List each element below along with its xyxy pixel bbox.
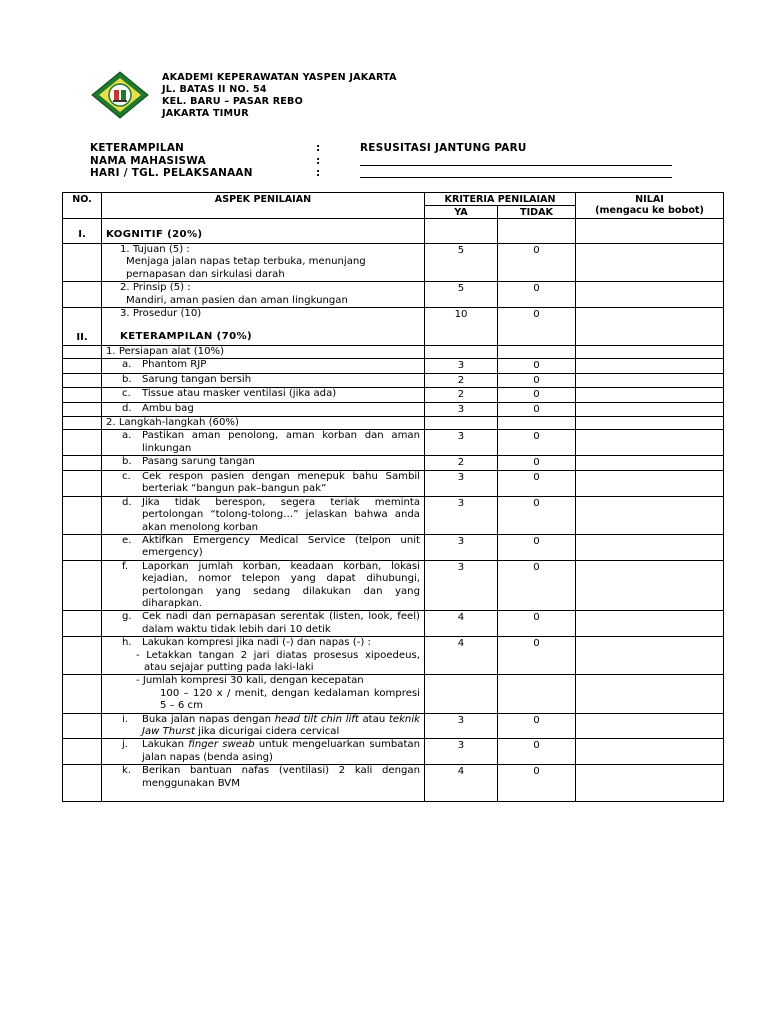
table-row: i. Buka jalan napas dengan head tilt chin lift atau teknik Jaw Thurst jika dicurigai cidera cervical 3 0 [63, 713, 724, 739]
score-cell[interactable] [576, 219, 724, 244]
assessment-table [62, 192, 724, 802]
table-row: j. Lakukan finger sweab untuk mengeluarkan sumbatan jalan napas (benda asing) 3 0 [63, 739, 724, 765]
score-cell[interactable] [576, 244, 724, 282]
date-field[interactable] [360, 177, 672, 178]
student-name-label: NAMA MAHASISWA [90, 154, 206, 167]
table-row: II. 3. Prosedur (10) KETERAMPILAN (70%) 10 0 [63, 308, 724, 346]
score-cell[interactable] [576, 496, 724, 534]
table-row: b. Sarung tangan bersih 2 0 [63, 373, 724, 387]
score-cell[interactable] [576, 430, 724, 456]
table-row: k. Berikan bantuan nafas (ventilasi) 2 kali dengan menggunakan BVM 4 0 [63, 765, 724, 802]
subsection-title: 2. Langkah-langkah (60%) [102, 417, 425, 430]
student-name-field[interactable] [360, 165, 672, 166]
table-row: c. Tissue atau masker ventilasi (jika ada) 2 0 [63, 388, 724, 402]
skill-value: RESUSITASI JANTUNG PARU [360, 142, 527, 154]
col-aspect: ASPEK PENILAIAN [102, 193, 425, 219]
col-nilai: NILAI (mengacu ke bobot) [576, 193, 724, 219]
score-cell[interactable] [576, 346, 724, 359]
section-title: KETERAMPILAN (70%) [120, 331, 253, 343]
score-cell[interactable] [576, 308, 724, 346]
table-row: d. Jika tidak berespon, segera teriak meminta pertolongan “tolong-tolong…” jelaskan bahwa anda akan menolong korban 3 0 [63, 496, 724, 534]
table-row: - Jumlah kompresi 30 kali, dengan kecepatan 100 – 120 x / menit, dengan kedalaman kompresi 5 – 6 cm [63, 675, 724, 713]
table-row: e. Aktifkan Emergency Medical Service (telpon unit emergency) 3 0 [63, 534, 724, 560]
institution-header [162, 72, 397, 120]
score-cell[interactable] [576, 282, 724, 308]
institution-name: AKADEMI KEPERAWATAN YASPEN JAKARTA [162, 72, 397, 83]
score-cell[interactable] [576, 675, 724, 713]
table-row: b. Pasang sarung tangan 2 0 [63, 456, 724, 470]
form-meta: KETERAMPILAN : RESUSITASI JANTUNG PARU NAMA MAHASISWA : HARI / TGL. PELAKSANAAN : [90, 142, 690, 180]
score-cell[interactable] [576, 765, 724, 802]
col-ya: YA [425, 206, 498, 219]
score-cell[interactable] [576, 611, 724, 637]
address-line-2: KEL. BARU – PASAR REBO [162, 96, 303, 107]
score-cell[interactable] [576, 534, 724, 560]
score-cell[interactable] [576, 637, 724, 675]
score-cell[interactable] [576, 739, 724, 765]
table-row: a. Phantom RJP 3 0 [63, 359, 724, 373]
table-row: f. Laporkan jumlah korban, keadaan korban, lokasi kejadian, nomor telepon yang dapat dihubungi, pertolongan yang sedang dilakukan dan yang diharapkan. 3 0 [63, 560, 724, 611]
address-line-1: JL. BATAS II NO. 54 [162, 84, 267, 95]
score-cell[interactable] [576, 470, 724, 496]
table-row: c. Cek respon pasien dengan menepuk bahu Sambil berteriak “bangun pak–bangun pak” 3 0 [63, 470, 724, 496]
subsection-title: 1. Persiapan alat (10%) [102, 346, 425, 359]
col-no: NO. [63, 193, 102, 219]
date-label: HARI / TGL. PELAKSANAAN [90, 167, 253, 179]
address-line-3: JAKARTA TIMUR [162, 108, 249, 119]
table-row: h. Lakukan kompresi jika nadi (-) dan napas (-) : - Letakkan tangan 2 jari diatas prosesus xipoedeus, atau sejajar putting pada laki-laki 4 0 [63, 637, 724, 675]
table-row: 1. Tujuan (5) : Menjaga jalan napas tetap terbuka, menunjang pernapasan dan sirkulasi darah 5 0 [63, 244, 724, 282]
score-cell[interactable] [576, 402, 724, 416]
table-row: d. Ambu bag 3 0 [63, 402, 724, 416]
score-cell[interactable] [576, 713, 724, 739]
table-row: 2. Prinsip (5) : Mandiri, aman pasien dan aman lingkungan 5 0 [63, 282, 724, 308]
col-criteria: KRITERIA PENILAIAN [425, 193, 576, 206]
section-number: II. [63, 308, 102, 346]
score-cell[interactable] [576, 560, 724, 611]
table-row: a. Pastikan aman penolong, aman korban dan aman linkungan 3 0 [63, 430, 724, 456]
score-cell[interactable] [576, 388, 724, 402]
section-number: I. [63, 219, 102, 244]
table-row: g. Cek nadi dan pernapasan serentak (listen, look, feel) dalam waktu tidak lebih dari 10 detik 4 0 [63, 611, 724, 637]
institution-logo [90, 71, 150, 119]
score-cell[interactable] [576, 373, 724, 387]
score-cell[interactable] [576, 456, 724, 470]
section-title: KOGNITIF (20%) [102, 219, 425, 244]
score-cell[interactable] [576, 359, 724, 373]
skill-label: KETERAMPILAN [90, 142, 185, 154]
col-tidak: TIDAK [498, 206, 576, 219]
score-cell[interactable] [576, 417, 724, 430]
